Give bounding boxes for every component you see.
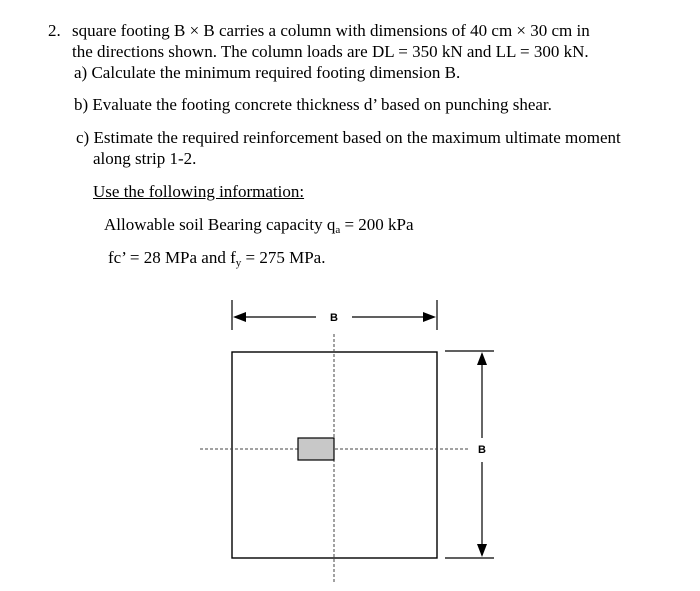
material-strengths: fc’ = 28 MPa and $f_y = 275$ MPa. [108, 248, 326, 269]
part-b: b) Evaluate the footing concrete thickness d’ based on punching shear. [74, 95, 552, 114]
top-dim-arrow-left [233, 312, 246, 322]
soil-capacity: Allowable soil Bearing capacity $q_a = 200$ kPa [104, 215, 414, 236]
info-heading: Use the following information: [93, 182, 305, 201]
statement-line-1: square footing B × B carries a column with dimensions of 40 cm × 30 cm in [72, 21, 590, 40]
part-c-line-2: along strip 1-2. [93, 149, 197, 168]
side-dimension-label: B [478, 444, 486, 456]
problem-number: 2. [48, 21, 61, 40]
top-dimension-label: B [330, 312, 338, 324]
top-dim-arrow-right [423, 312, 436, 322]
side-dim-arrow-bottom [477, 544, 487, 557]
part-c-line-1: c) Estimate the required reinforcement based on the maximum ultimate moment [76, 128, 621, 147]
column [298, 438, 334, 460]
statement-line-2: the directions shown. The column loads are DL = 350 kN and LL = 300 kN. [72, 42, 589, 61]
side-dim-arrow-top [477, 352, 487, 365]
part-a: a) Calculate the minimum required footing dimension B. [74, 63, 461, 82]
